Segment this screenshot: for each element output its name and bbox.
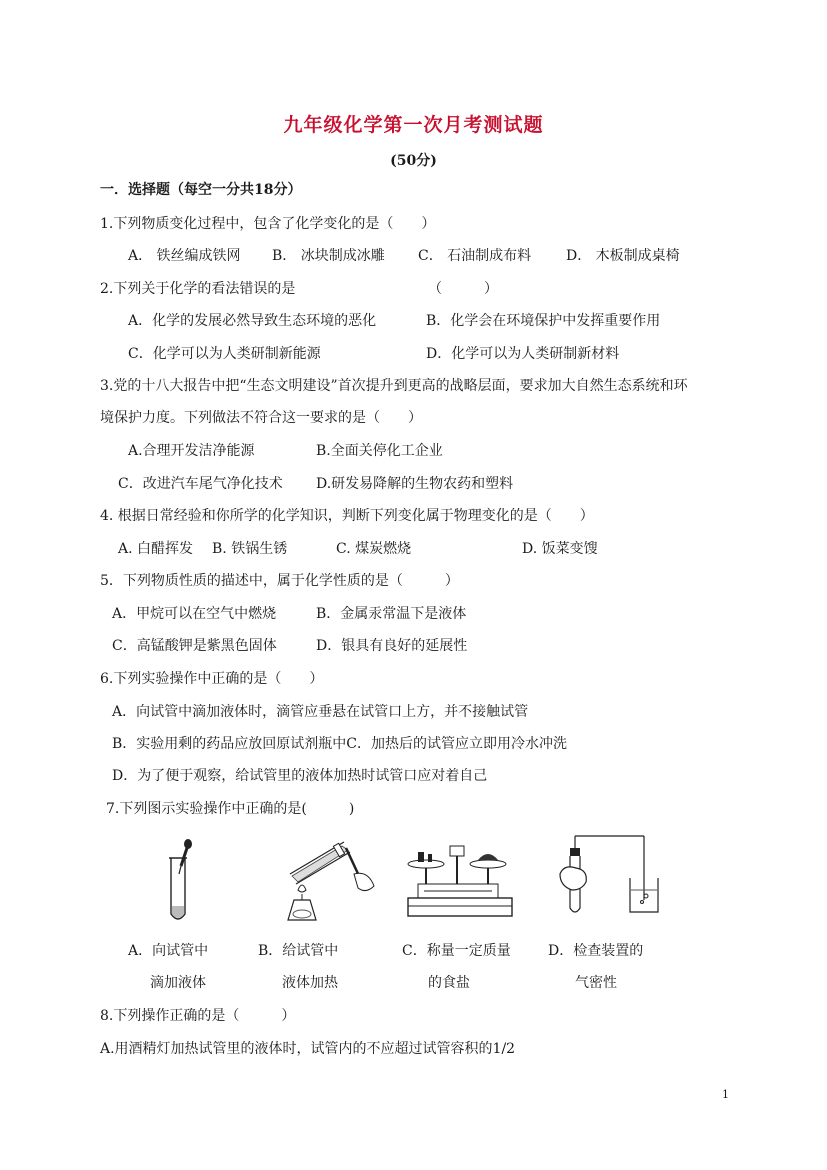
question-7-option-a-line-2: 滴加液体 bbox=[150, 975, 206, 991]
question-6-option-a: A．向试管中滴加液体时，滴管应垂悬在试管口上方，并不接触试管 bbox=[112, 704, 529, 720]
question-3-stem-line-2: 境保护力度。下列做法不符合这一要求的是（ ） bbox=[100, 410, 422, 426]
question-1-option-b: B． 冰块制成冰雕 bbox=[272, 248, 385, 264]
question-2-answer-blank: （ ） bbox=[428, 281, 498, 297]
question-5-option-b: B．金属汞常温下是液体 bbox=[316, 606, 467, 622]
question-6-stem: 6.下列实验操作中正确的是（ ） bbox=[100, 671, 324, 687]
question-7-option-b-line-1: B．给试管中 bbox=[258, 943, 339, 959]
heating-test-tube-figure bbox=[282, 834, 382, 924]
question-2-stem: 2.下列关于化学的看法错误的是 bbox=[100, 281, 296, 297]
question-2-option-d: D．化学可以为人类研制新材料 bbox=[426, 346, 620, 362]
exam-title: 九年级化学第一次月考测试题 bbox=[283, 114, 544, 136]
question-2-option-a: A．化学的发展必然导致生态环境的恶化 bbox=[128, 313, 377, 329]
question-1-option-c: C． 石油制成布料 bbox=[418, 248, 532, 264]
question-5-option-c: C．高锰酸钾是紫黑色固体 bbox=[112, 638, 277, 654]
question-7-option-c-line-2: 的食盐 bbox=[428, 975, 470, 991]
question-7-option-d-line-2: 气密性 bbox=[575, 975, 617, 991]
question-7-option-b-line-2: 液体加热 bbox=[282, 975, 338, 991]
page-number: 1 bbox=[722, 1088, 729, 1101]
question-1-option-a: A． 铁丝编成铁网 bbox=[128, 248, 241, 264]
question-7-option-c-line-1: C．称量一定质量 bbox=[402, 943, 511, 959]
exam-score: (50分) bbox=[390, 153, 437, 169]
question-3-option-a: A.合理开发洁净能源 bbox=[128, 443, 255, 459]
question-4-stem: 4. 根据日常经验和你所学的化学知识，判断下列变化属于物理变化的是（ ） bbox=[100, 508, 594, 524]
question-4-option-d: D. 饭菜变馊 bbox=[522, 541, 598, 557]
question-2-option-b: B．化学会在环境保护中发挥重要作用 bbox=[426, 313, 661, 329]
question-7-stem: 7.下列图示实验操作中正确的是( ) bbox=[106, 801, 355, 817]
question-1-stem: 1.下列物质变化过程中，包含了化学变化的是（ ） bbox=[100, 216, 436, 232]
dropper-test-tube-figure bbox=[158, 836, 202, 926]
airtightness-check-figure bbox=[554, 834, 664, 918]
question-6-option-d: D．为了便于观察，给试管里的液体加热时试管口应对着自己 bbox=[112, 768, 488, 784]
question-3-option-d: D.研发易降解的生物农药和塑料 bbox=[316, 476, 514, 492]
question-4-option-c: C. 煤炭燃烧 bbox=[336, 541, 412, 557]
question-7-option-d-line-1: D．检查装置的 bbox=[548, 943, 644, 959]
question-5-option-a: A．甲烷可以在空气中燃烧 bbox=[112, 606, 277, 622]
question-4-option-a: A. 白醋挥发 bbox=[118, 541, 194, 557]
question-1-option-d: D． 木板制成桌椅 bbox=[566, 248, 680, 264]
question-3-option-c: C．改进汽车尾气净化技术 bbox=[118, 476, 283, 492]
balance-weighing-figure bbox=[404, 840, 516, 922]
question-5-option-d: D．银具有良好的延展性 bbox=[316, 638, 468, 654]
question-5-stem: 5．下列物质性质的描述中，属于化学性质的是（ ） bbox=[100, 573, 459, 589]
question-8-stem: 8.下列操作正确的是（ ） bbox=[100, 1008, 296, 1024]
section-heading: 一．选择题（每空一分共18分） bbox=[100, 182, 302, 198]
question-2-option-c: C．化学可以为人类研制新能源 bbox=[128, 346, 321, 362]
question-3-stem-line-1: 3.党的十八大报告中把“生态文明建设”首次提升到更高的战略层面，要求加大自然生态系统和环 bbox=[100, 378, 688, 394]
question-7-option-a-line-1: A．向试管中 bbox=[128, 943, 209, 959]
question-3-option-b: B.全面关停化工企业 bbox=[316, 443, 443, 459]
question-8-option-a: A.用酒精灯加热试管里的液体时，试管内的不应超过试管容积的1/2 bbox=[100, 1041, 516, 1057]
question-4-option-b: B. 铁锅生锈 bbox=[212, 541, 288, 557]
question-6-option-b-c: B．实验用剩的药品应放回原试剂瓶中C．加热后的试管应立即用冷水冲洗 bbox=[112, 736, 567, 752]
